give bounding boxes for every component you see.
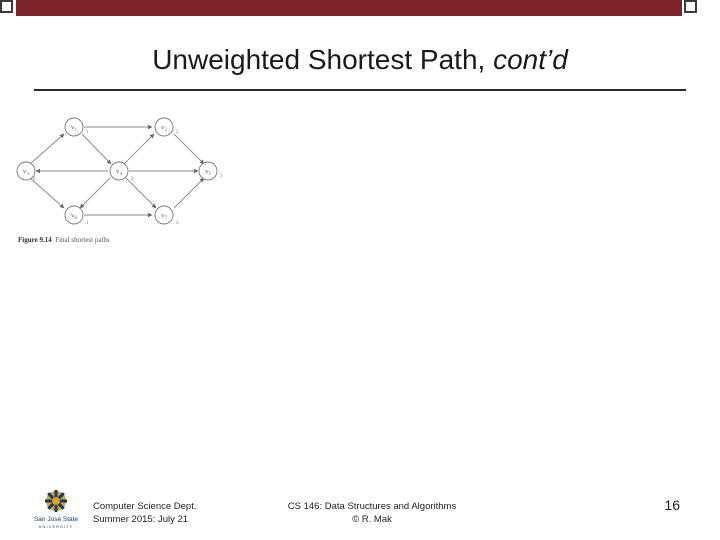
corner-square-right	[684, 0, 697, 13]
title-main: Unweighted Shortest Path,	[152, 44, 486, 75]
node-label-v3: $v_3$	[23, 167, 29, 177]
node-label-v5: $v_5$	[205, 167, 211, 177]
node-dist-v1: 1	[86, 130, 89, 135]
node-label-v6: $v_6$	[71, 211, 77, 221]
node-dist-v5: 3	[220, 174, 223, 179]
page-number: 16	[664, 497, 680, 513]
university-logo	[30, 487, 82, 531]
sjsu-logo-icon	[30, 487, 82, 531]
edge-v4-v2	[124, 134, 154, 164]
logo-text: San José State	[33, 516, 79, 523]
node-dist-v6: 1	[86, 221, 89, 226]
node-dist-v4: 2	[131, 177, 134, 182]
slide-title	[0, 43, 720, 77]
graph-svg	[14, 114, 234, 234]
footer-left	[93, 500, 197, 526]
footer-course: CS 146: Data Structures and Algorithms	[287, 501, 457, 512]
figure-caption-text: Final shortest paths	[55, 236, 110, 244]
title-italic: cont’d	[493, 44, 568, 75]
footer-center	[272, 500, 472, 526]
node-label-v7: $v_7$	[161, 211, 167, 221]
logo-subtext: UNIVERSITY	[38, 525, 74, 529]
node-label-v1: $v_1$	[71, 123, 77, 133]
top-accent-bar	[16, 0, 682, 16]
figure-caption-label: Figure 9.14	[18, 236, 52, 244]
node-dist-v7: 3	[176, 221, 179, 226]
edge-v3-v1	[30, 134, 64, 164]
node-dist-v3: 0	[33, 177, 36, 182]
edge-v3-v6	[30, 178, 64, 208]
footer-author: © R. Mak	[352, 514, 392, 525]
graph-figure	[14, 114, 234, 254]
edge-v4-v6	[80, 178, 110, 208]
title-divider	[34, 89, 686, 91]
figure-caption	[18, 236, 110, 244]
footer-date: Summer 2015: July 21	[93, 514, 189, 525]
node-label-v4: $v_4$	[116, 167, 122, 177]
corner-square-left	[0, 0, 13, 13]
footer-dept: Computer Science Dept.	[93, 501, 197, 512]
edge-v2-v5	[174, 134, 204, 164]
edge-v7-v5	[174, 178, 204, 208]
edge-v4-v7	[126, 178, 156, 208]
edge-v1-v4	[82, 134, 111, 164]
node-label-v2: $v_2$	[161, 123, 167, 133]
node-dist-v2: 2	[176, 130, 179, 135]
